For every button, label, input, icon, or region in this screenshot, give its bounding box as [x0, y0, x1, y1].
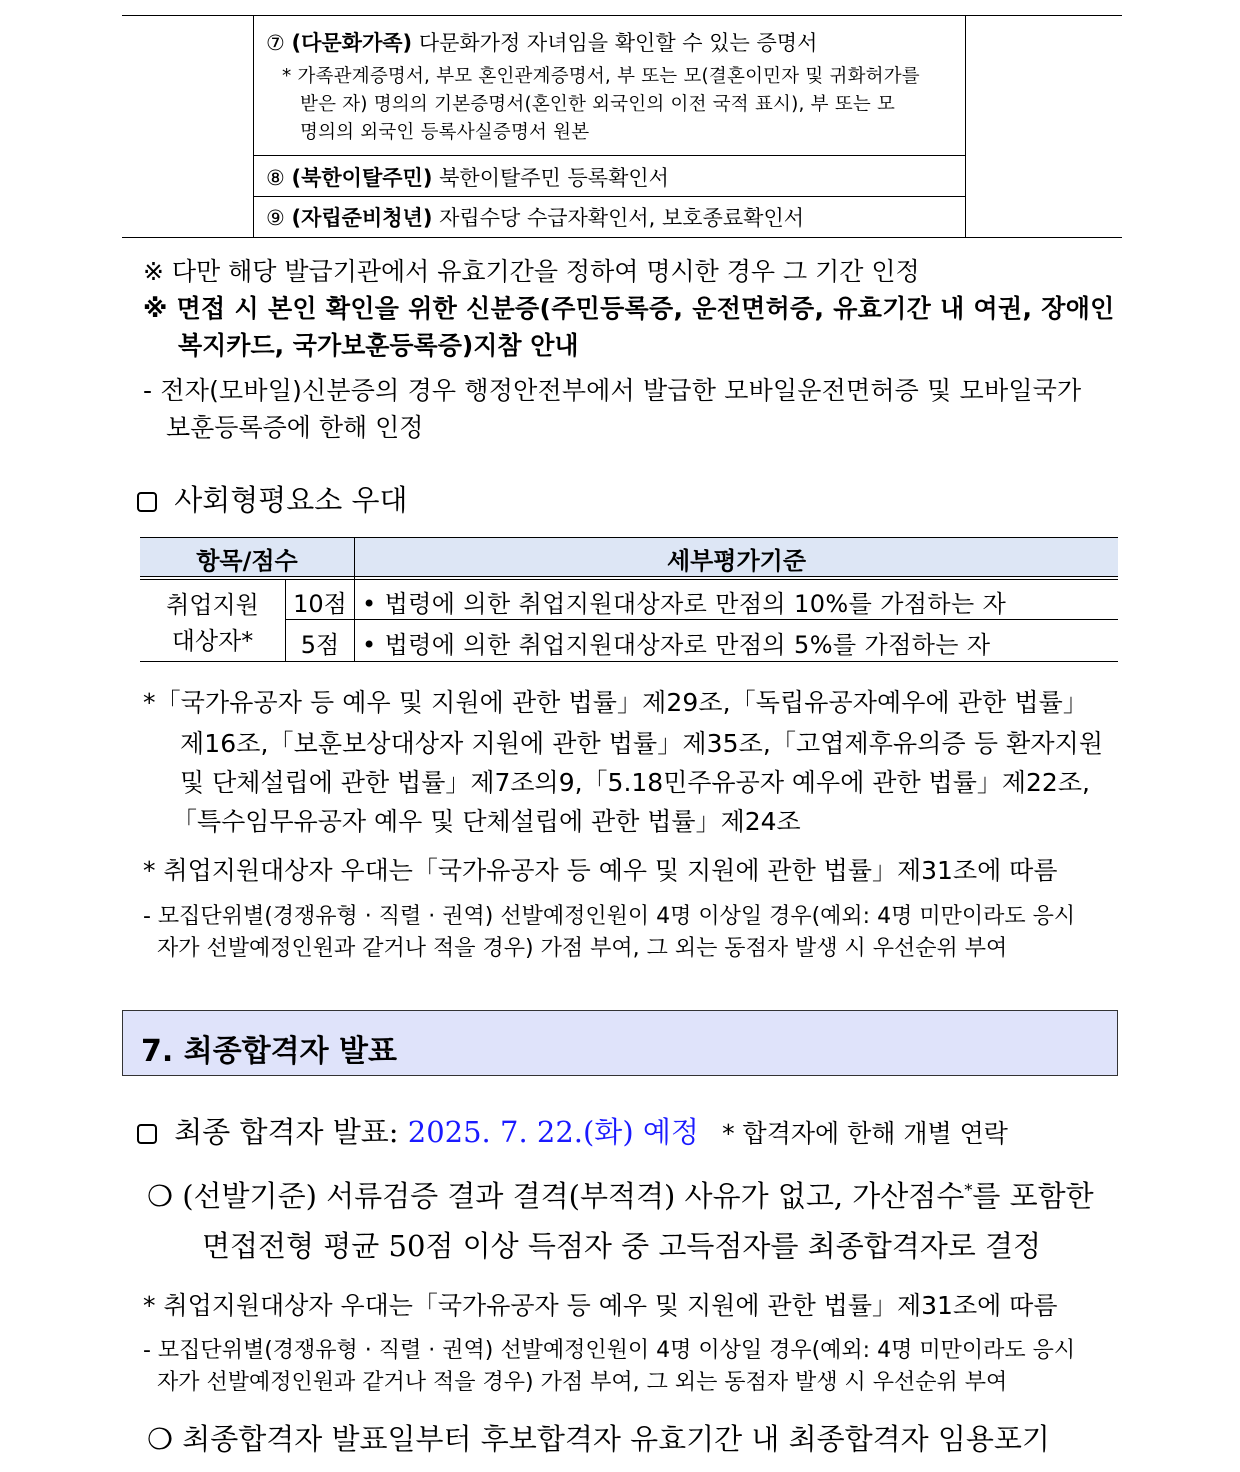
selection-criteria-line1	[147, 1174, 1094, 1215]
unit-note-line2: 자가 선발예정인원과 같거나 적을 경우) 가점 부여, 그 외는 동점자 발생 시 우선순위 부여	[157, 936, 1008, 961]
header-item-score: 항목/점수	[196, 547, 298, 575]
row-note-line: 명의의 외국인 등록사실증명서 원본	[300, 122, 590, 143]
row-number: ⑧	[266, 166, 285, 190]
mobile-id-line2: 보훈등록증에 한해 인정	[166, 413, 424, 442]
table-row-multicultural	[266, 27, 817, 57]
table-divider	[140, 576, 1118, 577]
law-reference-line: 「특수임무유공자 예우 및 단체설립에 관한 법률」제24조	[172, 807, 801, 836]
id-note-line1: ※ 면접 시 본인 확인을 위한 신분증(주민등록증, 운전면허증, 유효기간 내 여권, 장애인	[143, 294, 1115, 323]
mobile-id-line1: - 전자(모바일)신분증의 경우 행정안전부에서 발급한 모바일운전면허증 및 모바일국가	[143, 376, 1082, 405]
header-criteria: 세부평가기준	[666, 547, 807, 575]
row-label: (다문화가족)	[291, 31, 413, 55]
table-divider	[253, 196, 966, 197]
law-reference-line: *「국가유공자 등 예우 및 지원에 관한 법률」제29조,「독립유공자예우에 관한 법률」	[143, 688, 1088, 717]
social-equity-heading	[137, 478, 408, 519]
table-divider	[965, 16, 966, 237]
row-note-line: 받은 자) 명의의 기본증명서(혼인한 외국인의 이전 국적 표시), 부 또는 모	[300, 94, 896, 115]
criteria-text: ❍ (선발기준) 서류검증 결과 결격(부적격) 사유가 없고, 가산점수	[147, 1179, 965, 1213]
announcement-label: 최종 합격자 발표:	[174, 1115, 399, 1149]
criteria-footnote-mark: *	[964, 1180, 973, 1200]
validity-note: ※ 다만 해당 발급기관에서 유효기간을 정하여 명시한 경우 그 기간 인정	[143, 257, 920, 286]
row-number: ⑦	[266, 31, 285, 55]
table-row-independent-youth	[266, 202, 804, 232]
section-heading-text: 사회형평요소 우대	[174, 483, 408, 517]
row-text: 다문화가정 자녀임을 확인할 수 있는 증명서	[418, 31, 818, 55]
criteria-text: 를 포함한	[972, 1179, 1094, 1213]
unit-note-line1: - 모집단위별(경쟁유형 · 직렬 · 권역) 선발예정인원이 4명 이상일 경우(예외: 4명 미만이라도 응시	[143, 904, 1076, 929]
score-value: 5점	[300, 631, 340, 659]
row-label: (북한이탈주민)	[291, 166, 433, 190]
checkbox-square-icon	[137, 1124, 157, 1144]
law-reference-line: 및 단체설립에 관한 법률」제7조의9,「5.18민주유공자 예우에 관한 법률」제22조,	[180, 768, 1090, 797]
announcement-date: 2025. 7. 22.(화) 예정	[407, 1115, 699, 1149]
table-divider	[253, 155, 966, 156]
row-text: 북한이탈주민 등록확인서	[439, 166, 669, 190]
selection-criteria-line2: 면접전형 평균 50점 이상 득점자 중 고득점자를 최종합격자로 결정	[202, 1229, 1042, 1263]
id-note-line2: 복지카드, 국가보훈등록증)지참 안내	[178, 331, 579, 360]
table-divider	[140, 579, 1118, 580]
table-divider	[285, 619, 1118, 620]
category-label: 대상자*	[171, 627, 254, 655]
unit-note-line1: - 모집단위별(경쟁유형 · 직렬 · 권역) 선발예정인원이 4명 이상일 경우(예외: 4명 미만이라도 응시	[143, 1338, 1076, 1363]
row-note-line: * 가족관계증명서, 부모 혼인관계증명서, 부 또는 모(결혼이민자 및 귀화허가를	[282, 66, 920, 87]
final-line: ❍ 최종합격자 발표일부터 후보합격자 유효기간 내 최종합격자 임용포기	[147, 1422, 1050, 1456]
law-reference-line: 제16조,「보훈보상대상자 지원에 관한 법률」제35조,「고엽제후유의증 등 환자지원	[180, 729, 1104, 758]
criteria-text: • 법령에 의한 취업지원대상자로 만점의 5%를 가점하는 자	[362, 631, 991, 659]
category-label: 취업지원	[166, 591, 259, 619]
announcement-note: * 합격자에 한해 개별 연락	[722, 1119, 1008, 1148]
row-label: (자립준비청년)	[291, 206, 433, 230]
final-announcement-line	[137, 1110, 1008, 1151]
table-divider	[140, 661, 1118, 662]
row-number: ⑨	[266, 206, 285, 230]
preference-note: * 취업지원대상자 우대는「국가유공자 등 예우 및 지원에 관한 법률」제31조에 따름	[143, 856, 1058, 885]
unit-note-line2: 자가 선발예정인원과 같거나 적을 경우) 가점 부여, 그 외는 동점자 발생 시 우선순위 부여	[157, 1370, 1008, 1395]
section-title: 7. 최종합격자 발표	[141, 1034, 398, 1069]
row-text: 자립수당 수급자확인서, 보호종료확인서	[439, 206, 805, 230]
preference-note: * 취업지원대상자 우대는「국가유공자 등 예우 및 지원에 관한 법률」제31조에 따름	[143, 1291, 1058, 1320]
checkbox-square-icon	[137, 492, 157, 512]
criteria-text: • 법령에 의한 취업지원대상자로 만점의 10%를 가점하는 자	[362, 590, 1007, 618]
section-7-header	[122, 1010, 1118, 1076]
table-row-north-korean-defector	[266, 162, 669, 192]
score-value: 10점	[293, 590, 347, 618]
table-divider	[253, 16, 254, 237]
